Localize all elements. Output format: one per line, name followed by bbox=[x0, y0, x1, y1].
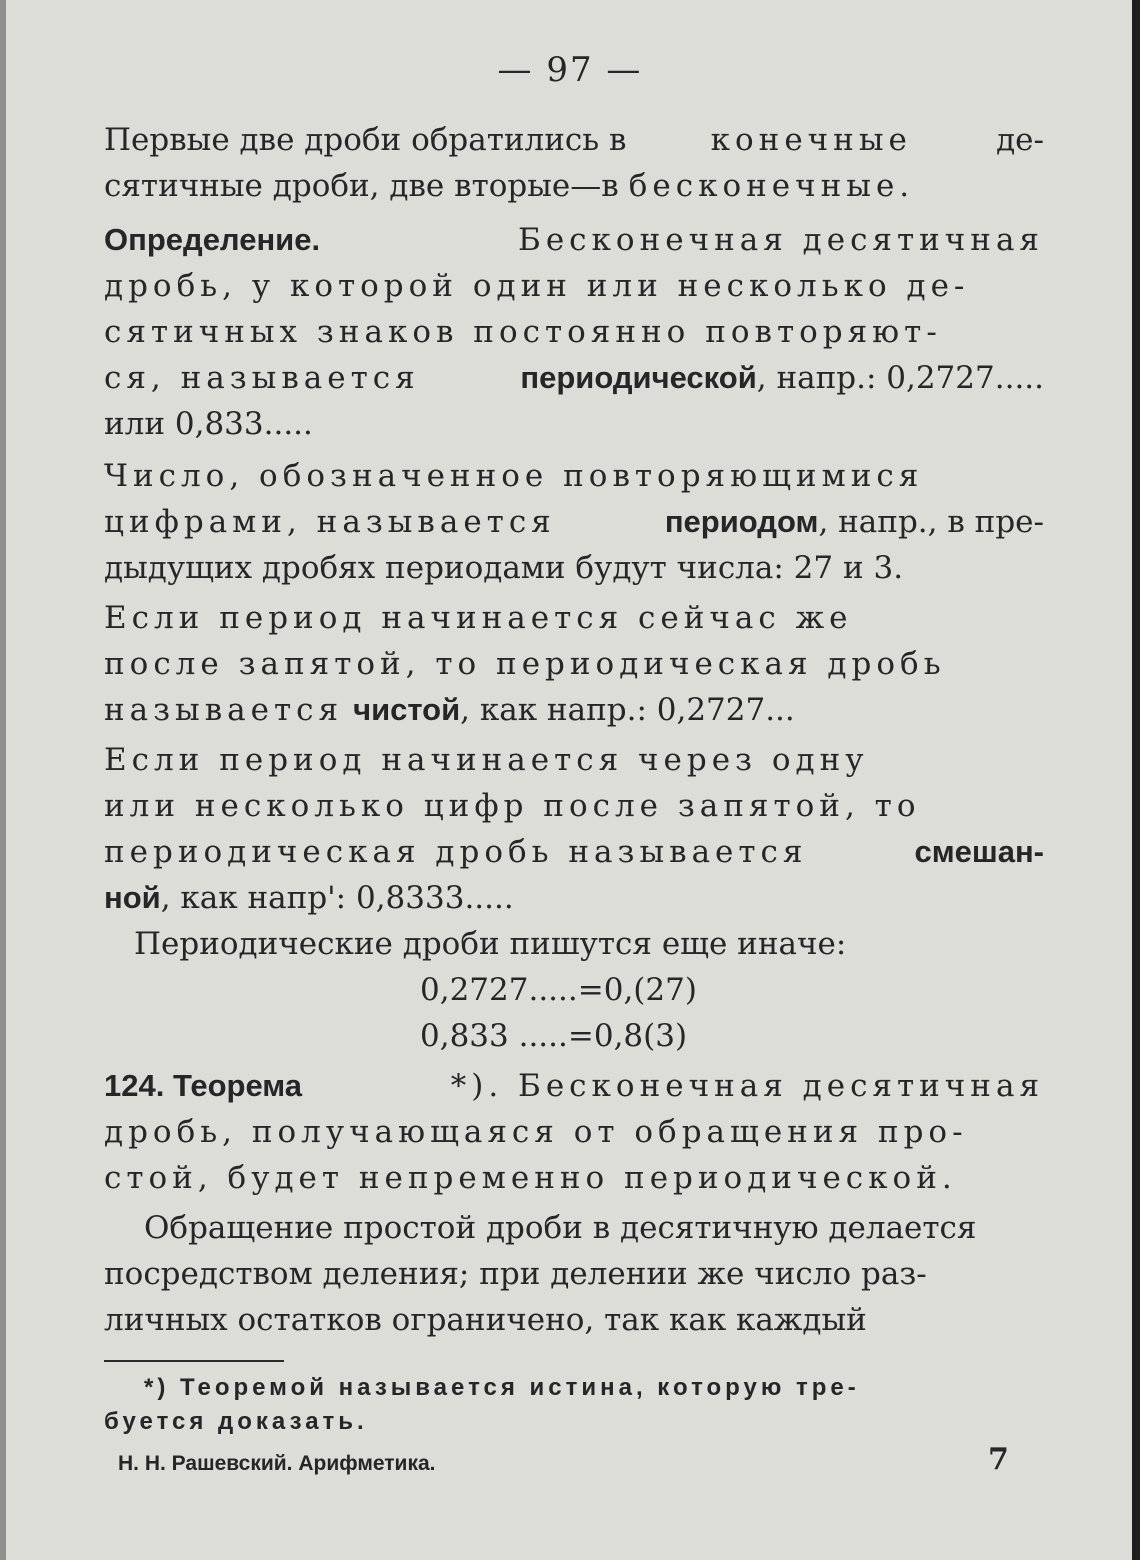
text-line: посредством деления; при делении же число раз- bbox=[104, 1256, 927, 1292]
text-line: после запятой, то периодическая дробь bbox=[104, 646, 946, 682]
text-line: сятичных знаков постоянно повторяют- bbox=[104, 314, 942, 350]
page-left-edge bbox=[0, 0, 6, 1560]
emphasized-word: конечные bbox=[710, 122, 912, 158]
definition-term: Определение. bbox=[104, 222, 321, 257]
page-right-edge bbox=[1132, 0, 1140, 1560]
bold-term: чистой bbox=[353, 692, 461, 727]
footnote-line: *) Теоремой называется истина, которую тре- bbox=[144, 1374, 860, 1401]
text-span: периодическая дробь называется bbox=[104, 834, 808, 870]
footnote-rule bbox=[104, 1360, 284, 1362]
text-line: дробь, получающаяся от обращения про- bbox=[104, 1114, 968, 1150]
bold-term: периодом bbox=[664, 504, 819, 539]
text-line bbox=[104, 876, 1044, 920]
text-line bbox=[104, 688, 1044, 732]
text-span: ся, называется bbox=[104, 360, 420, 396]
text-line: Если период начинается сейчас же bbox=[104, 600, 853, 636]
text-line: Если период начинается через одну bbox=[104, 742, 869, 778]
text-line: Обращение простой дроби в десятичную делается bbox=[144, 1210, 977, 1246]
text-span: называется bbox=[104, 692, 344, 728]
signature-number: 7 bbox=[988, 1442, 1009, 1477]
formula-line: 0,833 .....=0,8(3) bbox=[420, 1018, 688, 1054]
text-span: Бесконечная десятичная bbox=[518, 222, 1044, 258]
text-line bbox=[104, 164, 1044, 208]
text-line: Периодические дроби пишутся еще иначе: bbox=[134, 926, 847, 962]
formula-line: 0,2727.....=0,(27) bbox=[420, 972, 697, 1008]
text-line: дробь, у которой один или несколько де- bbox=[104, 268, 970, 304]
bold-term: периодической bbox=[520, 360, 757, 395]
text-line bbox=[104, 830, 1044, 874]
text-line: или 0,833..... bbox=[104, 406, 313, 442]
text-span: цифрами, называется bbox=[104, 504, 556, 540]
text-line: дыдущих дробях периодами будут числа: 27 и 3. bbox=[104, 550, 904, 586]
text-line: личных остатков ограничено, так как каждый bbox=[104, 1302, 867, 1338]
bold-term: смешан- bbox=[914, 834, 1044, 869]
signature-mark: Н. Н. Рашевский. Арифметика. bbox=[118, 1452, 436, 1475]
text-span: , напр., в пре- bbox=[818, 504, 1044, 540]
text-line: Число, обозначенное повторяющимися bbox=[104, 458, 924, 494]
footnote-line: буется доказать. bbox=[104, 1408, 368, 1435]
text-span: сятичные дроби, две вторые—в bbox=[104, 168, 619, 204]
text-line bbox=[104, 356, 1044, 400]
emphasized-word: бесконечные. bbox=[628, 168, 915, 204]
text-line: или несколько цифр после запятой, то bbox=[104, 788, 921, 824]
text-line bbox=[104, 118, 1044, 162]
text-span: Первые две дроби обратились в bbox=[104, 122, 627, 158]
text-line bbox=[104, 500, 1044, 544]
text-line bbox=[104, 1064, 1044, 1108]
bold-term: ной bbox=[104, 880, 161, 915]
theorem-heading: 124. Теорема bbox=[104, 1068, 303, 1103]
text-span: , напр.: 0,2727..... bbox=[756, 360, 1044, 396]
text-span: , как напр': 0,8333..... bbox=[160, 880, 514, 916]
text-line bbox=[104, 218, 1044, 262]
text-span: *). Бесконечная десятичная bbox=[450, 1068, 1044, 1104]
page-number: — 97 — bbox=[497, 50, 643, 90]
text-span: , как напр.: 0,2727... bbox=[460, 692, 795, 728]
text-span: де- bbox=[996, 122, 1044, 158]
text-line: стой, будет непременно периодической. bbox=[104, 1160, 957, 1196]
